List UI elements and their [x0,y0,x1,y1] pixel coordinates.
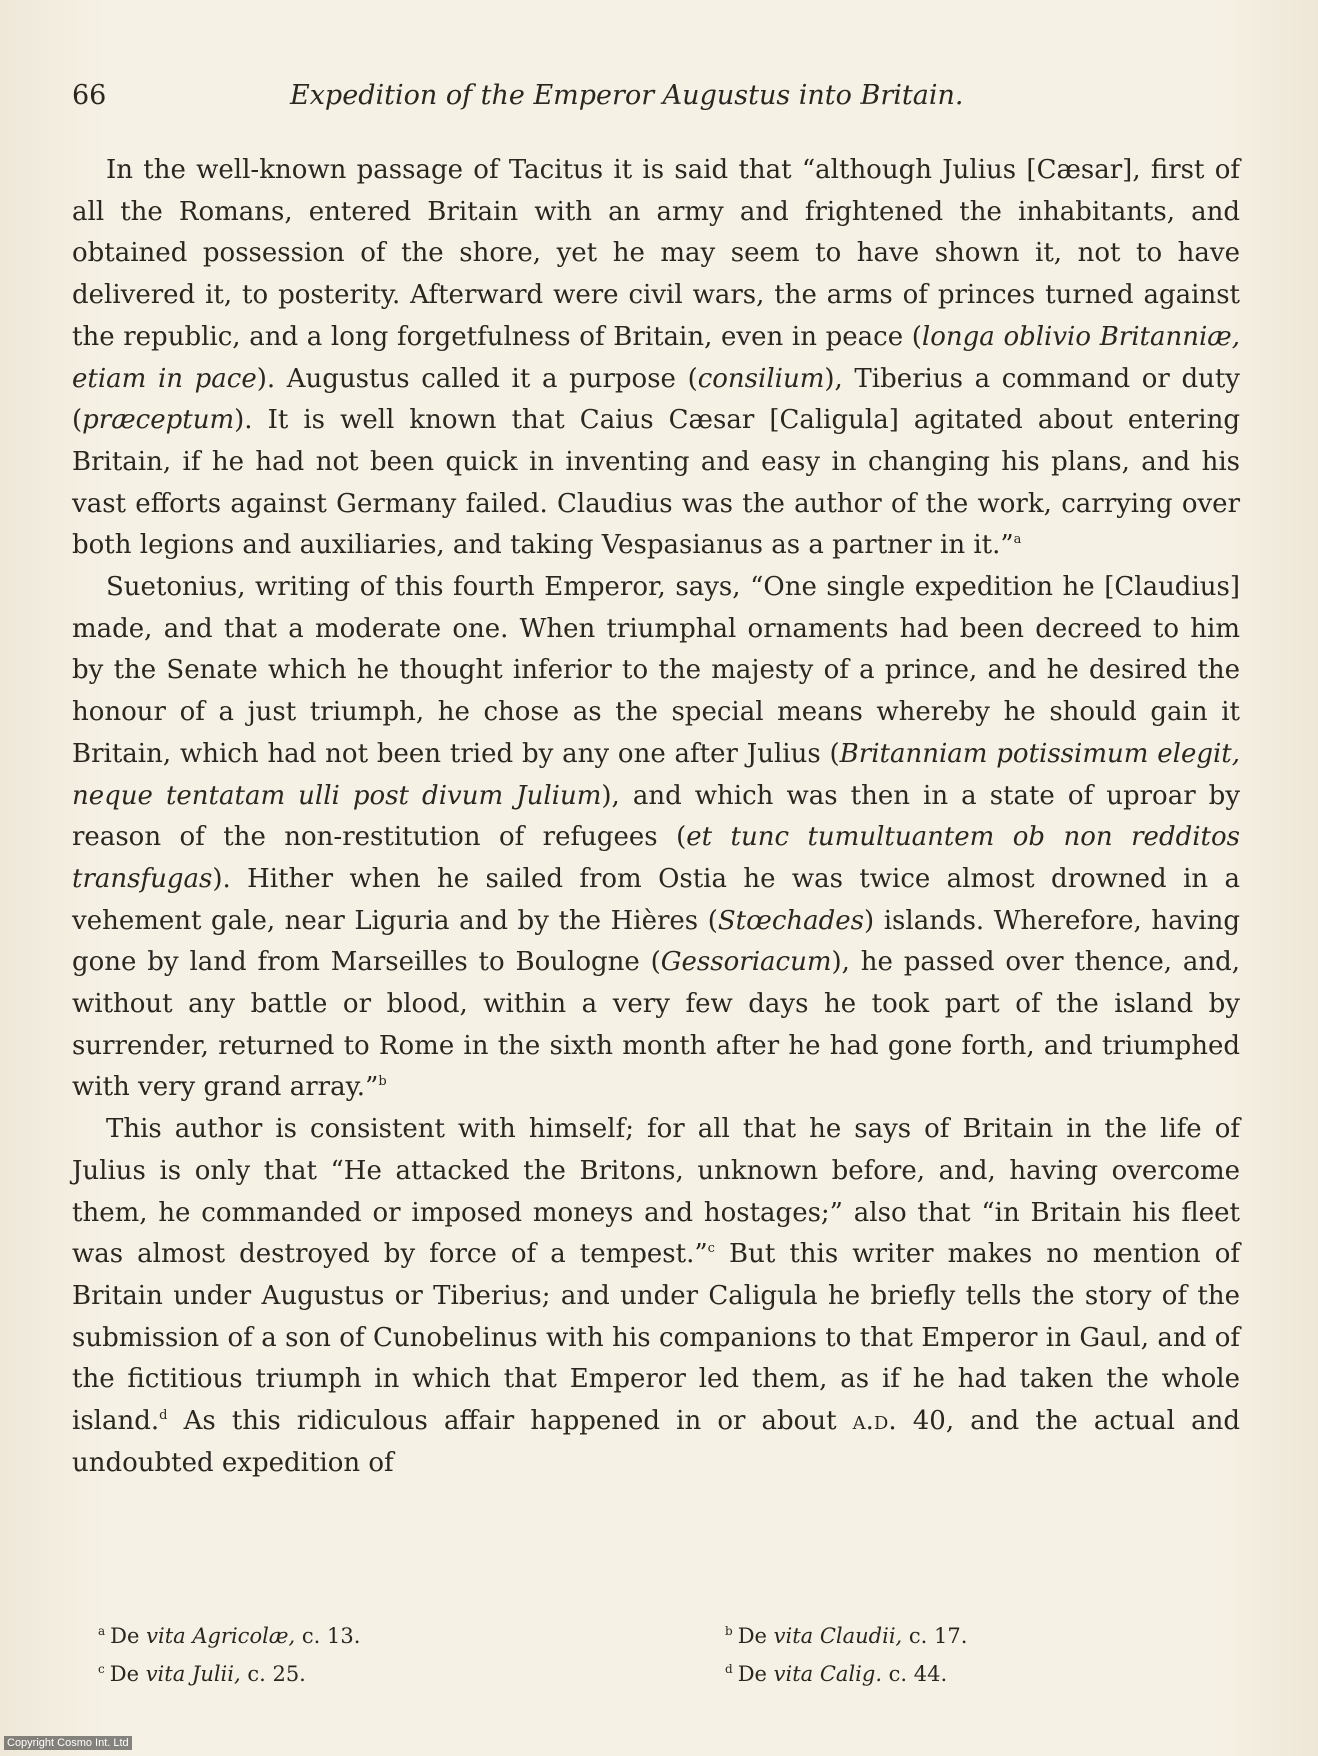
text-run: ), Tiberius a command or duty ( [72,363,1240,436]
running-title: Expedition of the Emperor Augustus into Britain. [290,80,964,111]
footnote-a [98,1617,360,1655]
footnote-d [725,1655,947,1693]
text-run: But this writer makes no mention of Britain under Augustus or Tiberius; and under Caligula he briefly tells the story of the submission of a son of Cunobelinus with his companions to that Emperor in Gaul, and of the fictitious triumph in which that Emperor led them, as if he had taken the whole island. [72,1239,1240,1437]
footnote-b [725,1617,967,1655]
text-run: 40, and the actual and undoubted expedition of [72,1406,1240,1478]
latin-phrase: consilium [697,363,825,394]
text-run: ). Hither when he sailed from Ostia he was twice almost drowned in a vehement gale, near Liguria and by the Hières ( [72,863,1240,936]
text-run: As this ridiculous affair happened in or about [167,1406,853,1437]
copyright-watermark: Copyright Cosmo Int. Ltd [4,1736,132,1750]
latin-phrase: longa oblivio Britanniæ, etiam in pace [72,321,1241,394]
text-run: Suetonius, writing of this fourth Emperor, says, “One single expedition he [Claudius] made, and that a moderate one. When triumphal ornaments had been decreed to him by the Senate which he thought inferior to the majesty of a prince, and he desired the honour of a just triumph, he chose as the special means whereby he should gain it Britain, which had not been tried by any one after Julius ( [72,572,1240,769]
footnote-prefix: De [737,1624,774,1648]
footnote-title: vita Calig. [773,1662,882,1686]
footnote-reference: b [378,1074,387,1090]
footnote-reference: d [159,1408,168,1424]
text-run: ), he passed over thence, and, without any battle or blood, within a very few days he took part of the island by surrender, returned to Rome in the sixth month after he had gone forth, and triumphed with very grand array.” [72,947,1240,1103]
footnote-title: vita Agricolæ, [146,1624,296,1648]
text-run: ), and which was then in a state of uproar by reason of the non-restitution of refugees ( [72,780,1241,853]
text-run: ). Augustus called it a purpose ( [256,363,698,394]
footnote-prefix: De [109,1662,146,1686]
footnote-reference: a [1013,532,1022,548]
paragraph-3 [72,1109,1240,1484]
latin-phrase: et tunc tumultuantem ob non redditos transfugas [72,822,1240,894]
footnote-mark: b [725,1624,733,1638]
page-number: 66 [72,80,107,111]
text-run: This author is consistent with himself; for all that he says of Britain in the life of Julius is only that “He attacked the Britons, unknown before, and, having overcome them, he commanded or imposed moneys and hostages;” also that “in Britain his fleet was almost destroyed by force of a tempest.” [72,1114,1240,1270]
latin-phrase: Britanniam potissimum elegit, neque tentatam ulli post divum Julium [72,738,1241,811]
era-abbreviation: a.d. [852,1406,897,1437]
footnote-prefix: De [737,1662,774,1686]
footnote-ref: c. 17. [902,1624,968,1648]
paragraph-2 [72,567,1240,1109]
footnote-ref: c. 44. [882,1662,948,1686]
latin-phrase: Stœchades [717,905,865,936]
footnote-mark: c [98,1662,105,1676]
text-run: ). It is well known that Caius Cæsar [Caligula] agitated about entering Britain, if he had not been quick in inventing and easy in changing his plans, and his vast efforts against Germany failed. Claudius was the author of the work, carrying over both legions and auxiliaries, and taking Vespasianus as a partner in it.” [72,405,1240,561]
footnote-ref: c. 25. [240,1662,306,1686]
footnote-c [98,1655,306,1693]
footnote-title: vita Julii, [145,1662,241,1686]
footnote-mark: d [725,1662,733,1676]
latin-phrase: præceptum [82,405,235,436]
paragraph-1 [72,150,1240,567]
footnote-prefix: De [110,1624,147,1648]
footnote-ref: c. 13. [295,1624,361,1648]
page-header [72,80,1252,120]
footnote-mark: a [98,1624,106,1638]
text-run: In the well-known passage of Tacitus it is said that “although Julius [Cæsar], first of all the Romans, entered Britain with an army and frightened the inhabitants, and obtained possession of the shore, yet he may seem to have shown it, not to have delivered it, to posterity. Afterward were civil wars, the arms of princes turned against the republic, and a long forgetfulness of Britain, even in peace ( [72,155,1240,352]
body-text [72,150,1240,1485]
footnote-reference: c [707,1241,715,1257]
footnote-title: vita Claudii, [773,1624,903,1648]
latin-phrase: Gessoriacum [660,947,832,978]
text-run: ) islands. Wherefore, having gone by land from Marseilles to Boulogne ( [72,905,1240,978]
